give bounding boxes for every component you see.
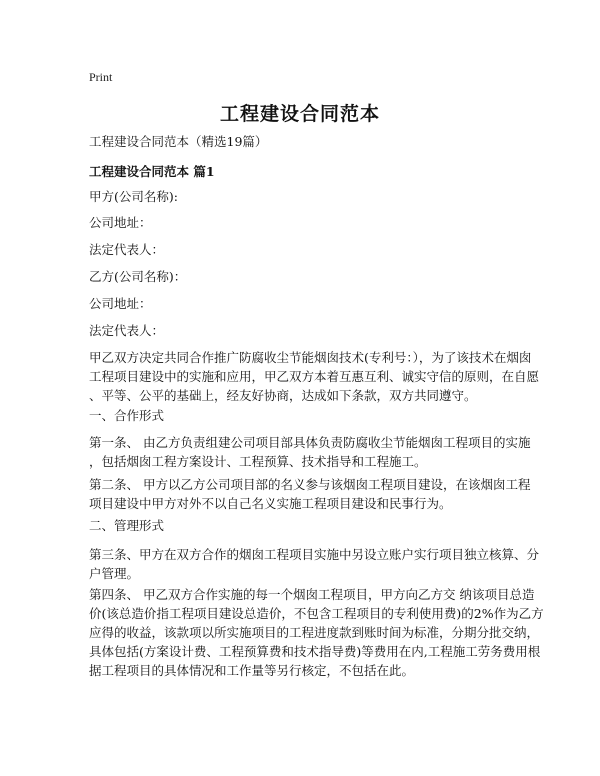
party-a-representative: 法定代表人： — [89, 242, 165, 257]
paragraph-line: 项目建设中甲方对外不以自己名义实施工程项目建设和民事行为。 — [89, 496, 452, 511]
party-b-representative: 法定代表人： — [89, 323, 165, 338]
clause-1 — [89, 433, 531, 471]
party-a-name: 甲方(公司名称): — [89, 189, 178, 204]
clause-4 — [89, 585, 544, 680]
paragraph-line: 据工程项目的具体情况和工作量等另行核定，不包括在此。 — [89, 663, 415, 678]
paragraph-line: 价(该总造价指工程项目建设总造价，不包含工程项目的专利使用费)的2%作为乙方 — [89, 606, 544, 621]
paragraph-line: ，包括烟囱工程方案设计、工程预算、技术指导和工程施工。 — [89, 454, 427, 469]
intro-paragraph — [89, 348, 540, 405]
section-heading: 工程建设合同范本 篇1 — [89, 164, 215, 179]
clause-2 — [89, 475, 531, 513]
paragraph-line: 应得的收益，该款项以所实施项目的工程进度款到账时间为标准，分期分批交纳， — [89, 625, 540, 640]
party-a-address: 公司地址： — [89, 215, 152, 230]
paragraph-line: 第三条、甲方在双方合作的烟囱工程项目实施中另设立账户实行项目独立核算、分 — [89, 547, 540, 562]
paragraph-line: 第四条、 甲乙双方合作实施的每一个烟囱工程项目，甲方向乙方交 纳该项目总造 — [89, 587, 535, 602]
paragraph-line: 户管理。 — [89, 566, 140, 581]
party-b-name: 乙方(公司名称)： — [89, 269, 187, 284]
print-link[interactable]: Print — [89, 70, 113, 84]
document-subtitle: 工程建设合同范本（精选19篇） — [89, 134, 268, 149]
heading-management-form: 二、管理形式 — [89, 518, 165, 533]
clause-3 — [89, 545, 540, 583]
document-title: 工程建设合同范本 — [219, 103, 380, 125]
paragraph-line: 、平等、公平的基础上，经友好协商，达成如下条款，双方共同遵守。 — [89, 388, 477, 403]
party-b-address: 公司地址： — [89, 296, 152, 311]
paragraph-line: 具体包括(方案设计费、工程预算费和技术指导费)等费用在内,工程施工劳务费用根 — [89, 644, 541, 659]
heading-cooperation-form: 一、合作形式 — [89, 408, 165, 423]
paragraph-line: 第一条、 由乙方负责组建公司项目部具体负责防腐收尘节能烟囱工程项目的实施 — [89, 435, 531, 450]
paragraph-line: 甲乙双方决定共同合作推广防腐收尘节能烟囱技术(专利号：），为了该技术在烟囱 — [89, 350, 532, 365]
paragraph-line: 工程项目建设中的实施和应用，甲乙双方本着互惠互利、诚实守信的原则，在自愿 — [89, 369, 540, 384]
paragraph-line: 第二条、 甲方以乙方公司项目部的名义参与该烟囱工程项目建设，在该烟囱工程 — [89, 477, 531, 492]
